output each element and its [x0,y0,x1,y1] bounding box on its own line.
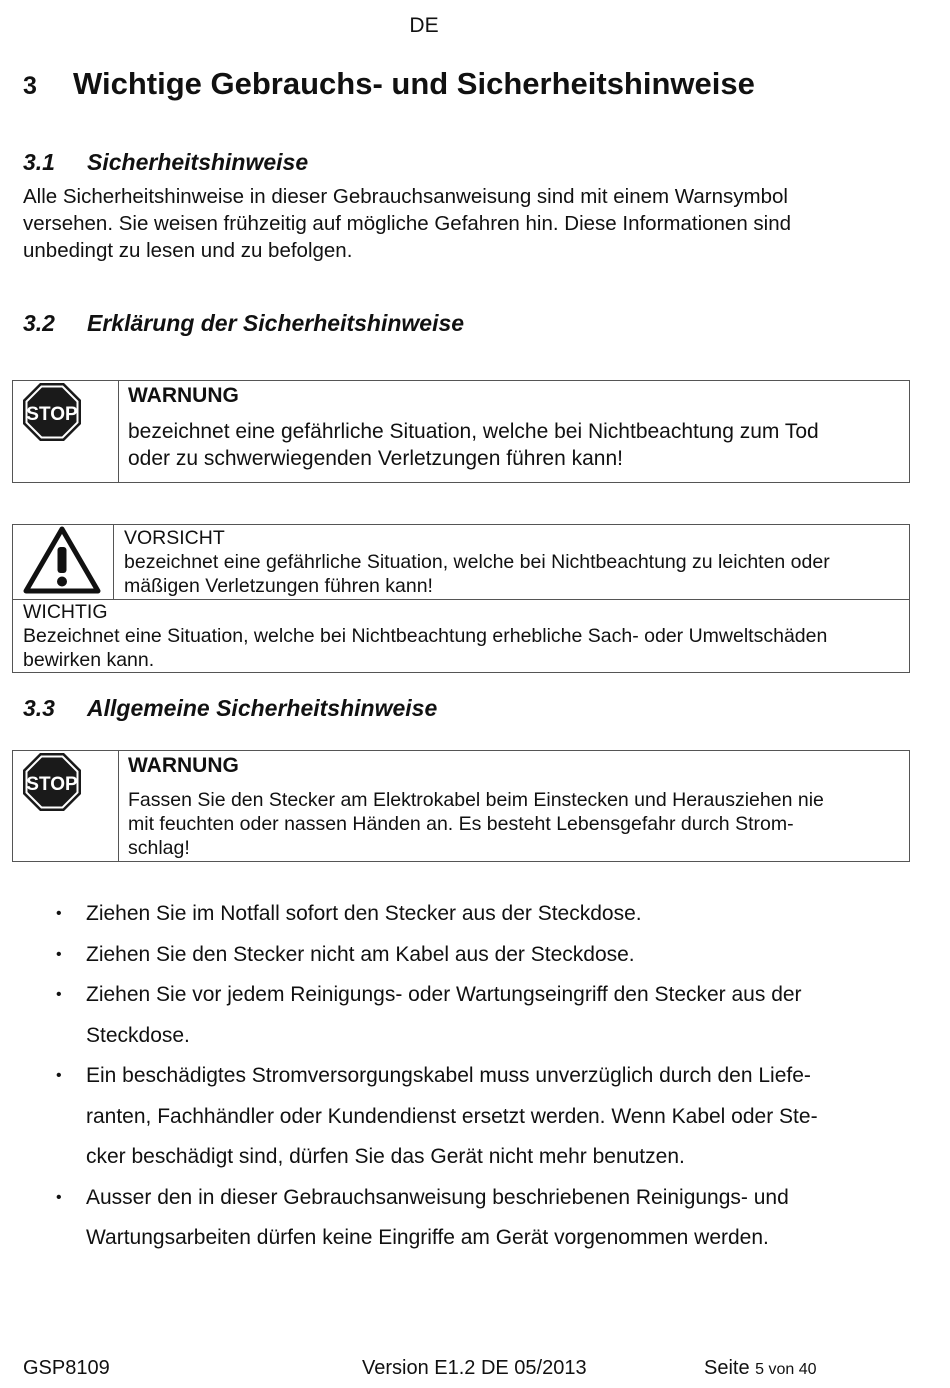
caution-label: VORSICHT [124,527,225,549]
section-heading-3-3 [23,695,437,722]
section-heading-text: Sicherheitshinweise [87,149,309,175]
warning-text [128,418,899,472]
caution-text-line: mäßigen Verletzungen führen kann! [124,575,433,597]
section-number: 3.3 [23,695,55,721]
chapter-title-text: Wichtige Gebrauchs- und Sicherheitshinweise [73,66,755,101]
warning-box-general [12,750,910,862]
warning-text-line: schlag! [128,837,190,859]
warning-box [12,380,910,483]
list-item-line: Ziehen Sie vor jedem Reinigungs- oder Wartungseingriff den Stecker aus der [86,983,802,1006]
warning-text-line: bezeichnet eine gefährliche Situation, welche bei Nichtbeachtung zum Tod [128,420,819,443]
warning-text-line: oder zu schwerwiegenden Verletzungen führen kann! [128,447,623,470]
important-label: WICHTIG [23,601,108,623]
list-item-line: Ziehen Sie den Stecker nicht am Kabel aus der Steckdose. [86,942,635,966]
list-item [48,1056,908,1178]
section-heading-3-1 [23,149,308,176]
section-3-1-paragraph [23,183,903,264]
important-row [23,600,901,672]
warning-icon-cell [13,381,119,482]
bullet-symbol: • [56,945,62,963]
footer-version: Version E1.2 DE 05/2013 [362,1357,587,1379]
important-text-line: Bezeichnet eine Situation, welche bei Nichtbeachtung erhebliche Sach- oder Umweltschäden [23,625,828,647]
warning-label: WARNUNG [128,384,239,407]
list-item-line: Ziehen Sie im Notfall sofort den Stecker aus der Steckdose. [86,902,642,925]
list-item-line: cker beschädigt sind, dürfen Sie das Gerät nicht mehr benutzen. [86,1145,685,1168]
important-text-line: bewirken kann. [23,649,155,671]
stop-sign-label: STOP [26,404,78,425]
warning-text-line: mit feuchten oder nassen Händen an. Es besteht Lebensgefahr durch Strom- [128,813,794,835]
caution-text-line: bezeichnet eine gefährliche Situation, welche bei Nichtbeachtung zu leichten oder [124,551,830,573]
bullet-symbol: • [56,1067,62,1084]
list-item-line: Wartungsarbeiten dürfen keine Eingriffe am Gerät vorgenommen werden. [86,1226,769,1249]
chapter-number: 3 [23,72,37,100]
list-item [48,1178,908,1259]
stop-sign-icon [21,381,83,443]
bullet-symbol: • [56,986,62,1003]
footer-page-label: Seite [704,1357,750,1379]
warning-icon-cell [13,751,119,861]
warning-text [128,788,899,860]
caution-important-box [12,524,910,673]
section-heading-text: Allgemeine Sicherheitshinweise [87,695,438,721]
list-item [48,935,908,976]
safety-bullet-list [48,894,908,1259]
stop-sign-label: STOP [26,774,78,795]
section-number: 3.1 [23,149,55,175]
bullet-symbol: • [56,905,62,922]
list-item [48,975,908,1056]
caution-icon-cell [13,525,114,599]
warning-label: WARNUNG [128,754,239,777]
paragraph-line: versehen. Sie weisen frühzeitig auf mögliche Gefahren hin. Diese Informationen sind [23,212,792,235]
footer-model: GSP8109 [23,1357,110,1379]
footer-page-number: 5 von 40 [755,1361,817,1378]
section-heading-text: Erklärung der Sicherheitshinweise [87,310,465,336]
stop-sign-icon [21,751,83,813]
list-item-line: Ein beschädigtes Stromversorgungskabel muss unverzüglich durch den Liefe- [86,1064,811,1087]
list-item-line: Ausser den in dieser Gebrauchsanweisung beschriebenen Reinigungs- und [86,1185,789,1209]
paragraph-line: Alle Sicherheitshinweise in dieser Gebrauchsanweisung sind mit einem Warnsymbol [23,185,788,208]
footer-page [704,1357,817,1380]
list-item [48,894,908,935]
warning-text-line: Fassen Sie den Stecker am Elektrokabel beim Einstecken und Herausziehen nie [128,789,824,811]
language-marker: DE [409,14,439,37]
section-number: 3.2 [23,310,55,336]
list-item-line: ranten, Fachhändler oder Kundendienst ersetzt werden. Wenn Kabel oder Ste- [86,1104,818,1128]
paragraph-line: unbedingt zu lesen und zu befolgen. [23,239,353,262]
bullet-symbol: • [56,1188,62,1206]
section-heading-3-2 [23,310,464,337]
list-item-line: Steckdose. [86,1023,190,1047]
warning-triangle-icon [22,525,102,595]
caution-row [13,525,909,600]
chapter-title [23,66,755,102]
